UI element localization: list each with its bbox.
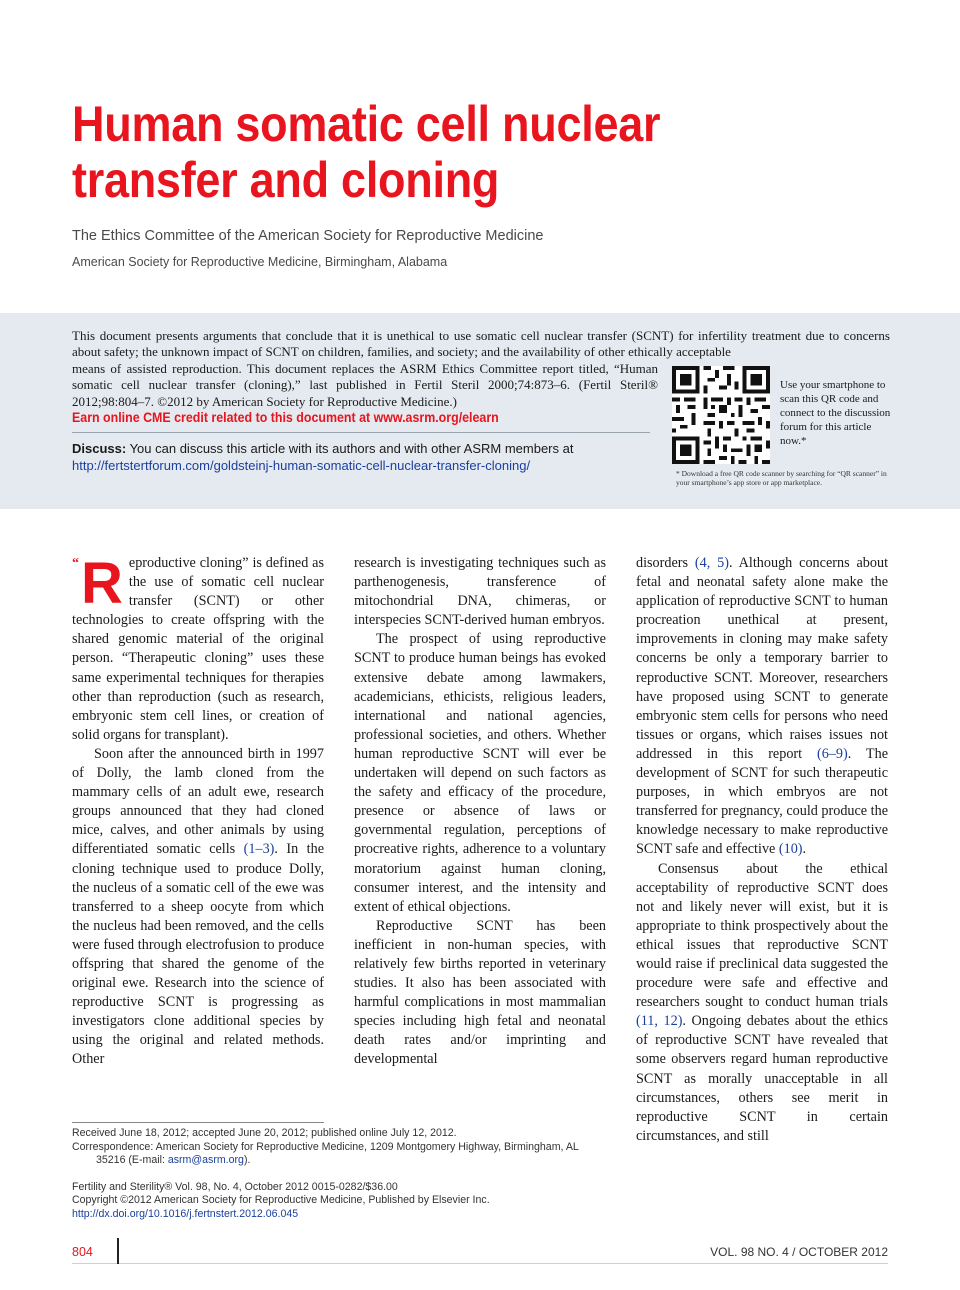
page-number-bar (117, 1238, 119, 1264)
paragraph-text: eproductive cloning” is defined as the use of somatic cell nuclear transfer (SCNT) or other technologies to create offspring with the shared genomic material of the original person. “Therapeutic cloning” uses these same experimental techniques for therapies other than reproduction (such as research, embryonic stem cell lines, or creation of solid organs for transplant). (72, 555, 324, 743)
paragraph (72, 745, 324, 1070)
discuss-text: You can discuss this article with its authors and with other ASRM members at (126, 441, 574, 456)
footnote-divider (72, 1122, 324, 1123)
citation-link[interactable]: (10) (778, 841, 803, 858)
email-link[interactable]: asrm@asrm.org (167, 1154, 244, 1167)
footnotes (72, 1127, 607, 1222)
paragraph-text: . Although concerns about fetal and neonatal safety alone make the application of reproductive SCNT to human procreation unethical at present, improvements in cloning may make safety concerns be only a temporary barrier to reproductive SCNT. Moreover, researchers have proposed using SCNT to generate embryonic stem cells for persons who need tissues or organs, which raises issues not addressed in this report (636, 555, 889, 762)
journal-citation: Fertility and Sterility® Vol. 98, No. 4, October 2012 0015-0282/$36.00 (72, 1180, 398, 1193)
column-1 (72, 551, 325, 1070)
paragraph (636, 554, 888, 860)
qr-note: * Download a free QR code scanner by searching for “QR scanner” in your smartphone’s app store or app marketplace. (676, 469, 887, 487)
citation-link[interactable]: (11, 12) (636, 1013, 683, 1030)
discuss-label: Discuss: (72, 441, 127, 456)
paragraph-text: . (802, 841, 807, 858)
doi-link[interactable]: http://dx.doi.org/10.1016/j.fertnstert.2012.06.045 (72, 1207, 299, 1220)
paragraph (72, 551, 324, 745)
copyright: Copyright ©2012 American Society for Reproductive Medicine, Published by Elsevier Inc. (72, 1194, 490, 1207)
opening-quote: “ (72, 556, 79, 571)
paragraph (636, 860, 888, 1146)
discuss-block (72, 440, 654, 474)
paragraph-text: Consensus about the ethical acceptability of reproductive SCNT does not and likely never will exist, but it is appropriate to think prospectively about the ethical issues that reproductive SCNT would raise if preclinical data suggested the procedure were safe and effective and researchers sought to conduct human trials (636, 860, 888, 1011)
abstract-text-wide: This document presents arguments that conclude that it is unethical to use somatic cell nuclear transfer (SCNT) for infertility treatment due to concerns about safety; the unknown impact of SCNT on children, families, and society; and the availability of other ethically acceptable (72, 328, 890, 360)
correspondence-end: ). (243, 1154, 251, 1167)
authors: The Ethics Committee of the American Society for Reproductive Medicine (72, 228, 544, 244)
drop-cap: R (81, 551, 123, 616)
page-number: 804 (72, 1245, 93, 1259)
correspondence (72, 1141, 607, 1168)
qr-code-icon (672, 366, 770, 464)
cme-link[interactable]: Earn online CME credit related to this document at www.asrm.org/elearn (72, 410, 499, 425)
affiliation: American Society for Reproductive Medicine, Birmingham, Alabama (72, 255, 448, 269)
citation-link[interactable]: (4, 5) (694, 555, 730, 571)
paragraph-text: Soon after the announced birth in 1997 of Dolly, the lamb cloned from the mammary cells of an adult ewe, research groups announced that they had cloned mice, calves, and other animals by using differentiated somatic cells (72, 745, 324, 858)
received-dates: Received June 18, 2012; accepted June 20, 2012; published online July 12, 2012. (72, 1127, 457, 1139)
abstract-text-narrow: means of assisted reproduction. This document replaces the ASRM Ethics Committee report titled, “Human somatic cell nuclear transfer (cloning),” last published in Fertil Steril 2000;74:873–6. (Fertil Steril® 2012;98:804–7. ©2012 by American Society for Reproductive Medicine.) (72, 360, 658, 409)
discuss-divider (72, 432, 650, 433)
column-3 (636, 554, 888, 1146)
citation-link[interactable]: (6–9) (817, 745, 848, 762)
paragraph: research is investigating techniques such as parthenogenesis, transference of mitochondrial DNA, chimeras, or interspecies SCNT-derived human embryos. (354, 555, 606, 629)
discuss-url[interactable]: http://fertstertforum.com/goldsteinj-human-somatic-cell-nuclear-transfer-cloning/ (72, 458, 531, 473)
paragraph-text: . Ongoing debates about the ethics of reproductive SCNT have revealed that some observers regard human reproductive SCNT as morally unacceptable in all circumstances, others see merit in reproductive SCNT in certain circumstances, and still (636, 1013, 888, 1144)
qr-caption: Use your smartphone to scan this QR code and connect to the discussion forum for this article now.* (780, 379, 891, 447)
correspondence-text: Correspondence: American Society for Reproductive Medicine, 1209 Montgomery Highway, Birmingham, AL 35216 (E-mail: (72, 1140, 579, 1167)
paragraph: Reproductive SCNT has been inefficient in non-human species, with relatively few births reported in veterinary studies. It also has been associated with harmful complications in most mammalian species including high fetal and neonatal death rates and/or imprinting and developmental (354, 917, 606, 1068)
paragraph-text: disorders (636, 555, 695, 571)
paragraph-text: . In the cloning technique used to produce Dolly, the nucleus of a somatic cell of the ewe was transferred to a sheep oocyte from which the nucleus had been removed, and the cells were fused through electrofusion to produce offspring that shared the genome of the original ewe. Research into the science of reproductive SCNT is progressing as investigators clone additional species by using the original and related methods. Other (72, 841, 325, 1068)
footer-divider (72, 1263, 888, 1264)
paragraph: The prospect of using reproductive SCNT to produce human beings has evoked extensive debate among lawmakers, academicians, ethicists, religious leaders, international and national agencies, professional societies, and others. Whether human reproductive SCNT will ever be undertaken will depend on such factors as the safety and efficacy of the procedure, presence or absence of laws or governmental regulation, perceptions of procreative rights, adherence to a voluntary moratorium against human cloning, consumer interest, and the intensity and extent of ethical objections. (354, 631, 606, 915)
column-2 (354, 554, 606, 1070)
paragraph-text: . The development of SCNT for such therapeutic purposes, in which embryos are not transferred for pregnancy, could produce the knowledge necessary to make reproductive SCNT safe and effective (636, 745, 888, 858)
citation-link[interactable]: (1–3) (243, 841, 275, 858)
issue-label: VOL. 98 NO. 4 / OCTOBER 2012 (710, 1245, 888, 1259)
article-title: Human somatic cell nuclear transfer and cloning (72, 96, 661, 208)
